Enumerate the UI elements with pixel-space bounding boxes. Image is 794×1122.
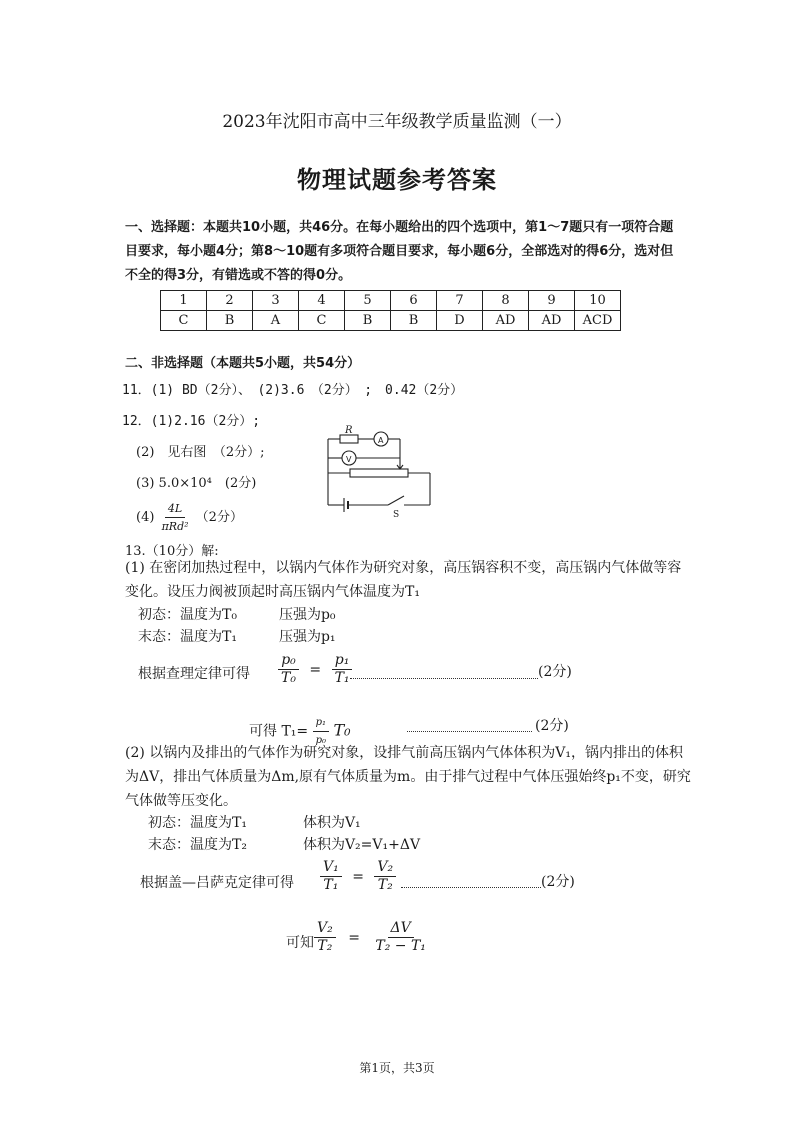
q12-part1: 12．(1)2.16（2分）;: [122, 414, 261, 429]
circuit-diagram: [320, 423, 440, 518]
section1-instructions: 一、选择题：本题共10小题，共46分。在每小题给出的四个选项中，第1～7题只有一项符合题目要求，每小题4分；第8～10题有多项符合题目要求，每小题6分，全部选对的得6分，选对但不全的得3分，有错选或不答的得0分。: [125, 220, 674, 283]
fraction-denominator: T₂: [377, 877, 393, 893]
answer-table: [160, 290, 621, 331]
question-number: 5: [345, 291, 391, 311]
score-label: (2分): [541, 874, 575, 890]
equals-sign: =: [309, 661, 322, 678]
question-number: 2: [207, 291, 253, 311]
answer-cell: B: [345, 311, 391, 331]
equals-sign: =: [348, 929, 360, 946]
q12-part4-prefix: (4): [136, 510, 155, 525]
question-number: 10: [575, 291, 621, 311]
question-number: 8: [483, 291, 529, 311]
rheostat-symbol: [350, 469, 408, 477]
q12-part4-score: （2分）: [195, 510, 243, 525]
fraction-denominator: T₁: [323, 877, 339, 893]
table-row: [161, 311, 621, 331]
switch-label: S: [393, 510, 400, 518]
answer-cell: AD: [529, 311, 575, 331]
answer-cell: C: [299, 311, 345, 331]
score-label: (2分): [538, 664, 572, 680]
answer-cell: B: [391, 311, 437, 331]
answer-cell: C: [161, 311, 207, 331]
fraction-denominator: T₂: [317, 938, 333, 954]
answer-cell: AD: [483, 311, 529, 331]
fraction-numerator: V₂: [374, 859, 396, 877]
switch-symbol: [388, 496, 404, 505]
resistor-symbol: [340, 435, 358, 443]
fraction-numerator: V₁: [320, 859, 342, 877]
q13-initial-state-1: 初态：温度为T₀ 压强为p₀: [138, 607, 336, 623]
answer-cell: A: [253, 311, 299, 331]
dotted-leader: [350, 668, 538, 679]
q11-answer: 11．(1) BD（2分）、 (2)3.6 （2分） ; 0.42（2分）: [122, 383, 464, 398]
q12-part4-fraction: [159, 500, 192, 535]
q13-heading: 13.（10分）解:: [125, 544, 219, 559]
q13-final-state-1: 末态：温度为T₁ 压强为p₁: [138, 629, 336, 645]
q13-part2-text: (2) 以锅内及排出的气体作为研究对象，设排气前高压锅内气体体积为V₁，锅内排出的体积为ΔV，排出气体质量为Δm,原有气体质量为m。由于排气过程中气体压强始终p₁不变，研究气体做等压变化。: [125, 745, 691, 809]
q13-equation1: [278, 652, 353, 687]
question-number: 1: [161, 291, 207, 311]
fraction-numerator: 4L: [165, 500, 185, 518]
q13-equation2: [320, 859, 396, 894]
exam-title: 2023年沈阳市高中三年级教学质量监测（一）: [222, 112, 572, 132]
equals-sign: =: [352, 868, 364, 885]
q12-part4: [136, 500, 243, 535]
fraction-numerator: ΔV: [388, 920, 414, 938]
fraction: [320, 859, 342, 894]
fraction-numerator: V₂: [314, 920, 336, 938]
answer-cell: B: [207, 311, 253, 331]
dotted-leader: [401, 877, 541, 888]
fraction-denominator: πRd²: [161, 520, 189, 533]
ammeter-label: A: [378, 436, 384, 445]
answer-title: 物理试题参考答案: [297, 166, 497, 194]
q13-law2-label: 根据盖—吕萨克定律可得: [140, 875, 294, 891]
result-tail: T₀: [333, 720, 351, 740]
fraction-denominator: T₀: [281, 670, 296, 686]
q12-part3: (3) 5.0×10⁴ (2分): [136, 476, 257, 491]
q13-initial-state-2: 初态：温度为T₁ 体积为V₁: [148, 815, 361, 831]
question-number: 4: [299, 291, 345, 311]
fraction-numerator: p₀: [278, 652, 299, 670]
q12-part2: (2) 见右图 （2分）;: [136, 445, 265, 460]
q13-final-state-2: 末态：温度为T₂ 体积为V₂=V₁+ΔV: [148, 837, 421, 853]
question-number: 9: [529, 291, 575, 311]
fraction: [314, 920, 336, 955]
q13-part1-text: (1) 在密闭加热过程中，以锅内气体作为研究对象，高压锅容积不变，高压锅内气体做等容变化。设压力阀被顶起时高压锅内气体温度为T₁: [125, 560, 682, 600]
voltmeter-label: V: [346, 455, 352, 464]
fraction-numerator: p₁: [332, 652, 353, 670]
question-number: 7: [437, 291, 483, 311]
section2-heading: 二、非选择题（本题共5小题，共54分）: [125, 356, 361, 371]
fraction: [278, 652, 299, 687]
q13-know-label: 可知: [286, 935, 314, 951]
dotted-leader: [407, 721, 532, 732]
question-number: 3: [253, 291, 299, 311]
fraction-denominator: T₂ − T₁: [375, 938, 426, 954]
page-footer: 第1页，共3页: [359, 1061, 435, 1075]
resistor-label: R: [345, 425, 353, 436]
fraction-denominator: p₀: [315, 735, 327, 746]
fraction-denominator: T₁: [334, 670, 350, 686]
q13-law1-label: 根据查理定律可得: [138, 666, 250, 682]
answer-cell: ACD: [575, 311, 621, 331]
fraction: [374, 859, 396, 894]
result-prefix: 可得 T₁=: [249, 723, 309, 740]
question-number: 6: [391, 291, 437, 311]
answer-cell: D: [437, 311, 483, 331]
table-row: [161, 291, 621, 311]
q13-equation3: [314, 920, 429, 955]
score-label: (2分): [535, 718, 569, 734]
fraction-numerator: p₁: [313, 714, 329, 732]
fraction: [372, 920, 429, 955]
